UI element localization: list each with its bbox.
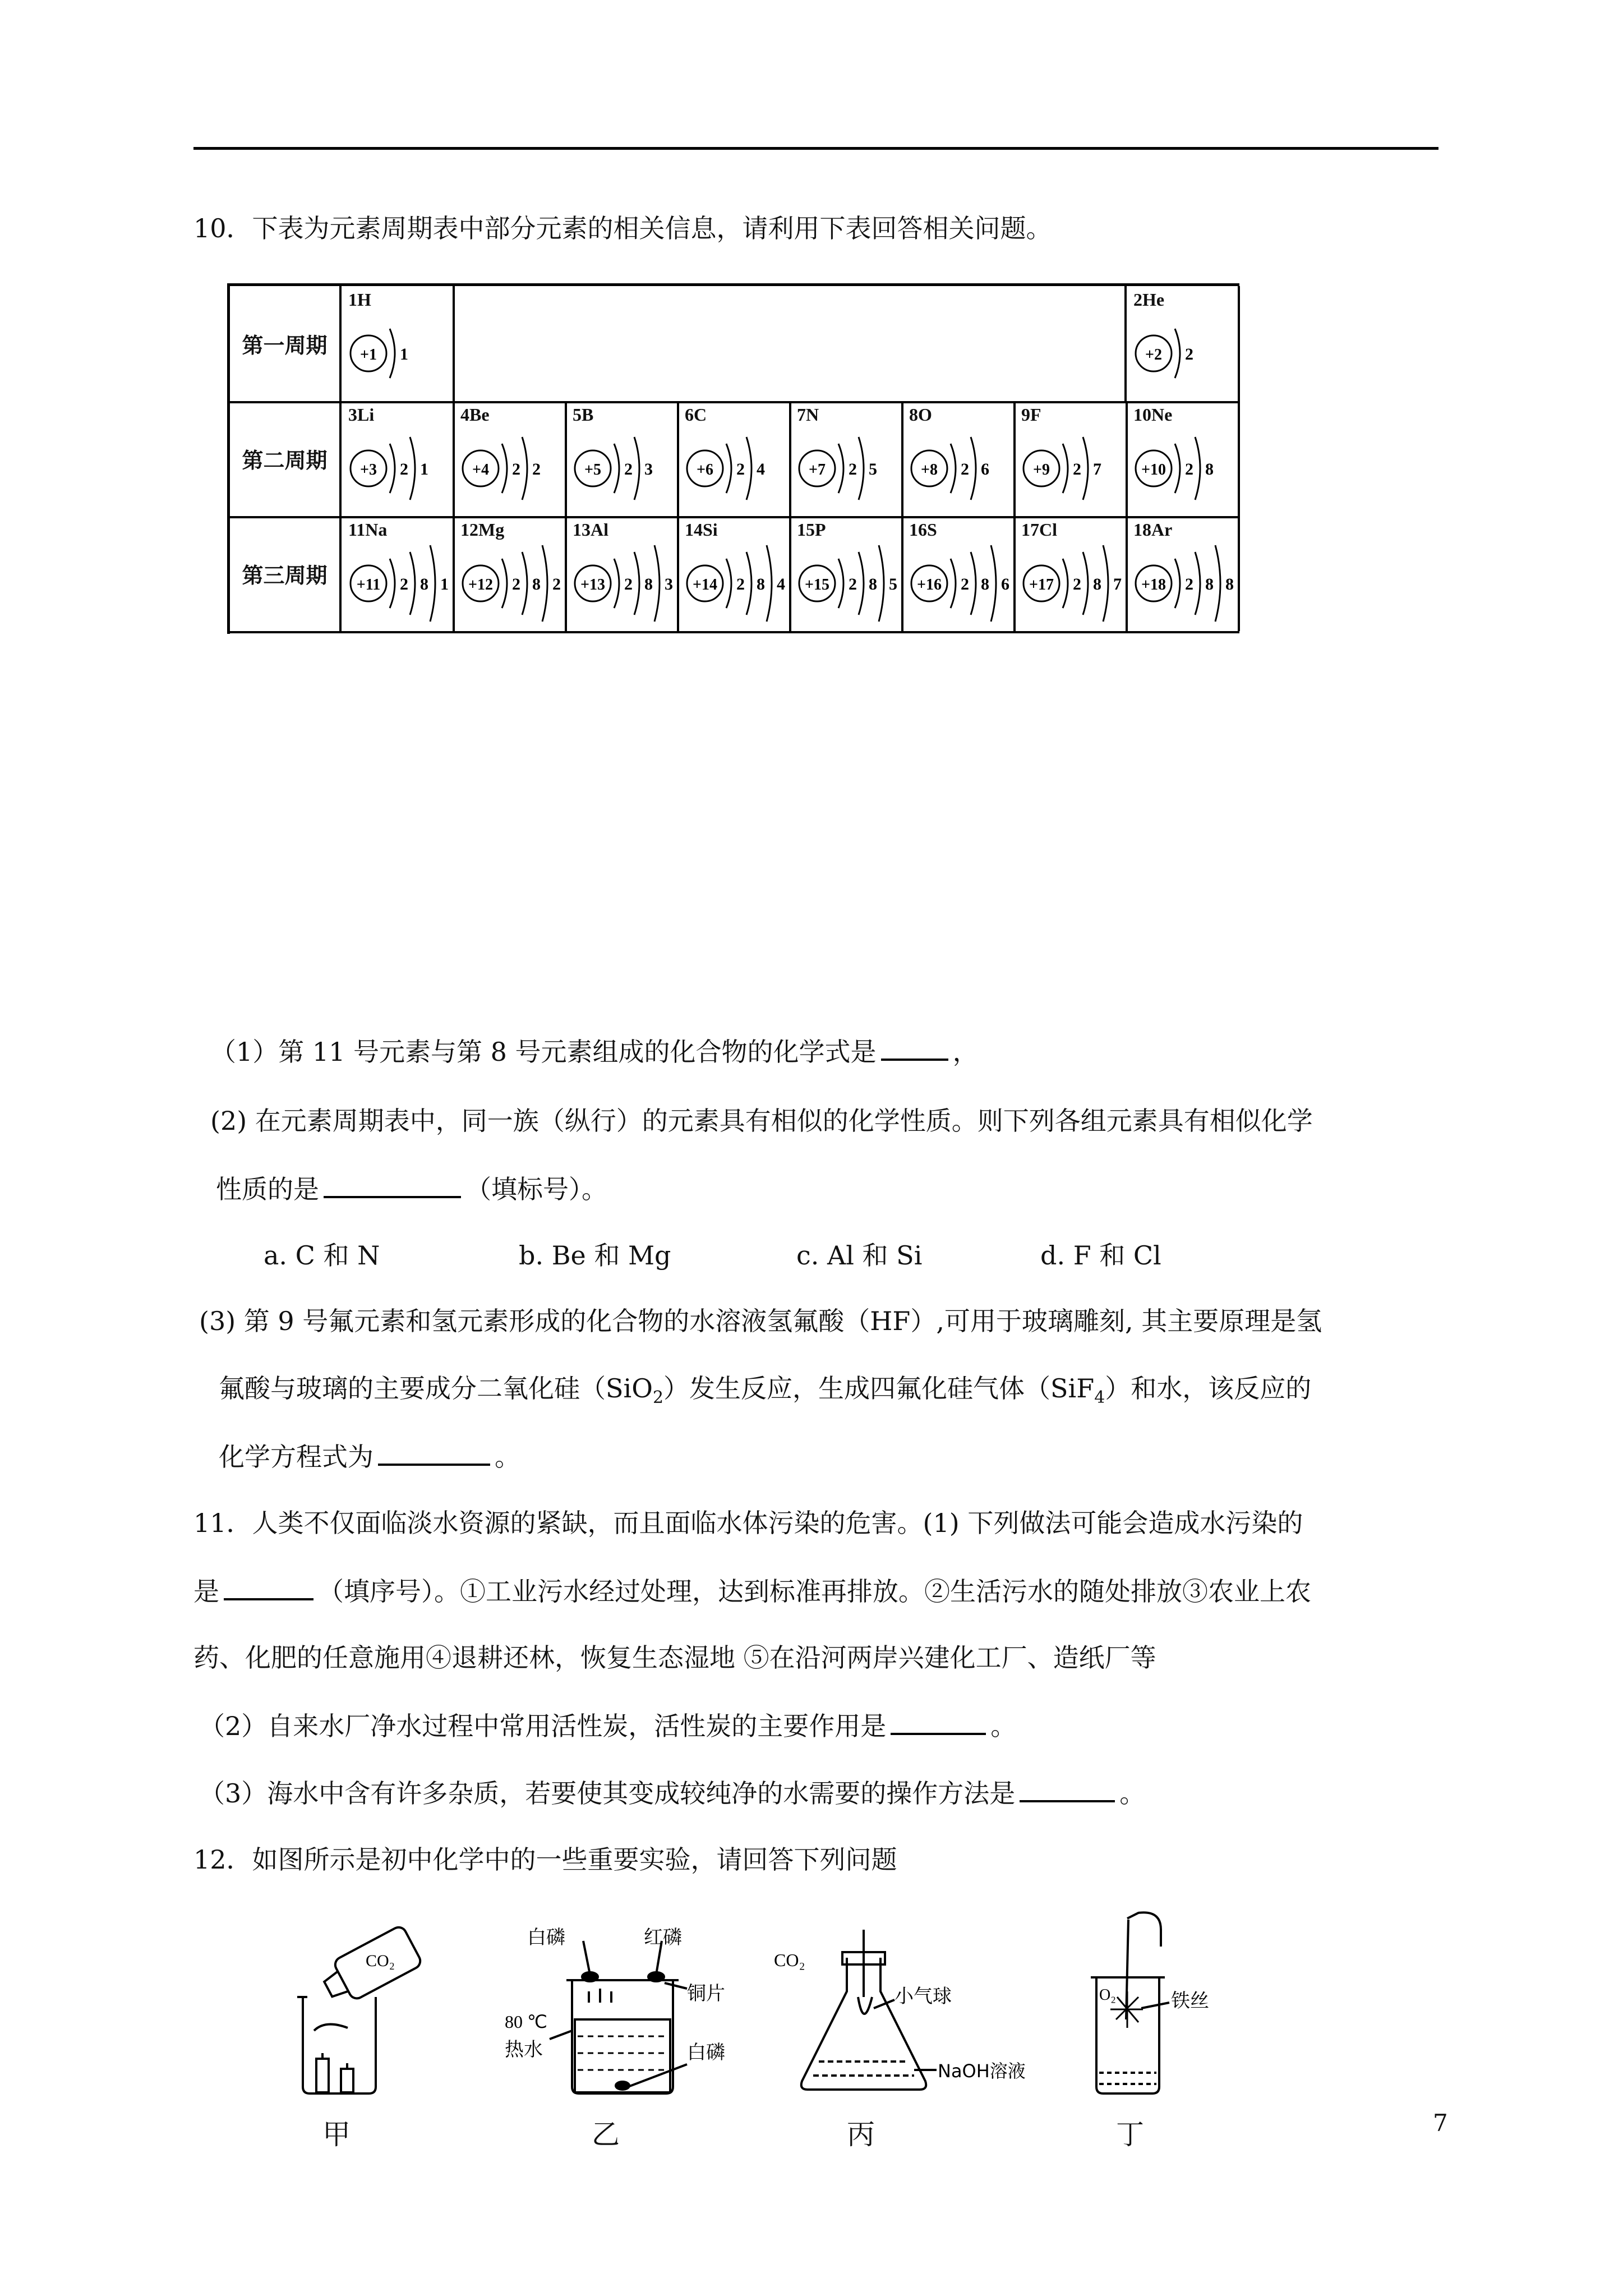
electron-shell-arc [1103, 545, 1108, 622]
q10-part1: （1）第 11 号元素与第 8 号元素组成的化合物的化学式是 ， [210, 1034, 979, 1069]
shell-electron-count: 5 [869, 460, 877, 478]
electron-shell-arc [634, 552, 639, 615]
atom-structure-diagram [1127, 401, 1238, 513]
element-symbol: 13Al [573, 519, 608, 540]
electron-shell-arc [614, 559, 619, 608]
answer-blank[interactable] [891, 1708, 986, 1735]
shell-electron-count: 2 [1185, 575, 1193, 593]
nucleus-charge: +3 [360, 461, 377, 478]
answer-blank[interactable] [1020, 1775, 1115, 1802]
answer-blank[interactable] [378, 1439, 490, 1466]
element-cell [790, 516, 903, 631]
answer-blank[interactable] [224, 1573, 313, 1600]
shell-electron-count: 3 [665, 575, 673, 593]
empty-region [454, 286, 1127, 401]
electron-shell-arc [746, 552, 751, 615]
shell-electron-count: 6 [981, 460, 989, 478]
element-cell [566, 516, 679, 631]
atom-structure-diagram [342, 516, 453, 628]
nucleus-charge: +12 [468, 576, 493, 593]
shell-electron-count: 4 [757, 460, 765, 478]
electron-shell-arc [971, 437, 976, 500]
element-symbol: 10Ne [1133, 404, 1173, 425]
periodic-table [227, 283, 1239, 634]
electron-shell-arc [390, 329, 395, 378]
page-number: 7 [1433, 2109, 1448, 2137]
electron-shell-arc [410, 437, 415, 500]
nucleus-charge: +6 [697, 461, 713, 478]
element-cell [342, 401, 455, 516]
atom-structure-diagram [790, 516, 901, 628]
figure-yi [494, 1918, 729, 2151]
electron-shell-arc [614, 444, 619, 493]
figure-label-bing: 丙 [847, 2118, 875, 2151]
atom-structure-diagram [1015, 516, 1126, 628]
atom-structure-diagram [1015, 401, 1126, 513]
shell-electron-count: 1 [440, 575, 449, 593]
flask-with-balloon-icon [774, 1918, 1054, 2104]
nucleus-charge: +4 [472, 461, 489, 478]
q12-stem: 12．如图所示是初中化学中的一些重要实验，请回答下列问题 [193, 1844, 897, 1875]
nucleus-charge: +11 [356, 576, 381, 593]
electron-shell-arc [1063, 444, 1068, 493]
nucleus-charge: +15 [805, 576, 829, 593]
electron-shell-arc [1083, 437, 1088, 500]
q10-part2-line1: (2) 在元素周期表中，同一族（纵行）的元素具有相似的化学性质。则下列各组元素具有相似化学 [210, 1106, 1313, 1136]
beaker-with-candles-icon [280, 1918, 449, 2104]
nucleus-charge: +8 [921, 461, 938, 478]
electron-shell-arc [410, 552, 415, 615]
electron-shell-arc [430, 545, 435, 622]
atom-structure-diagram [902, 516, 1013, 628]
q11-line4: （2）自来水厂净水过程中常用活性炭，活性炭的主要作用是 。 [199, 1708, 1016, 1743]
electron-shell-arc [951, 444, 956, 493]
electron-shell-arc [522, 552, 527, 615]
q10-part3-line3: 化学方程式为 。 [219, 1439, 520, 1474]
shell-electron-count: 2 [512, 575, 520, 593]
svg-text:O₂: O₂ [1099, 1986, 1116, 2004]
electron-shell-arc [634, 437, 639, 500]
period-row [230, 516, 1239, 633]
shell-electron-count: 8 [1205, 460, 1214, 478]
period-label: 第二周期 [230, 401, 342, 516]
svg-text:铜片: 铜片 [687, 1982, 725, 2005]
period-label: 第一周期 [230, 286, 342, 401]
shell-electron-count: 2 [552, 575, 561, 593]
shell-electron-count: 2 [961, 575, 969, 593]
element-cell [1127, 516, 1240, 631]
nucleus-charge: +5 [584, 461, 601, 478]
shell-electron-count: 2 [961, 460, 969, 478]
period-row [230, 401, 1239, 518]
electron-shell-arc [726, 559, 731, 608]
shell-electron-count: 2 [849, 460, 857, 478]
q11-line3: 药、化肥的任意施用④退耕还林，恢复生态湿地 ⑤在沿河两岸兴建化工厂、造纸厂等 [193, 1642, 1156, 1673]
nucleus-charge: +16 [917, 576, 942, 593]
figure-bing [774, 1918, 1054, 2151]
electron-shell-arc [390, 559, 395, 608]
q11-line5: （3）海水中含有许多杂质，若要使其变成较纯净的水需要的操作方法是 。 [199, 1775, 1145, 1810]
nucleus-charge: +17 [1029, 576, 1054, 593]
shell-electron-count: 2 [1185, 460, 1193, 478]
nucleus-charge: +18 [1141, 576, 1166, 593]
electron-shell-arc [859, 437, 864, 500]
element-symbol: 7N [797, 404, 819, 425]
element-symbol: 4Be [460, 404, 490, 425]
figure-label-ding: 丁 [1116, 2118, 1144, 2151]
answer-blank[interactable] [881, 1034, 948, 1061]
figure-label-yi: 乙 [592, 2118, 620, 2151]
option-c: c. Al 和 Si [796, 1240, 923, 1271]
svg-text:CO₂: CO₂ [366, 1952, 395, 1970]
element-symbol: 2He [1133, 289, 1165, 310]
atom-structure-diagram [566, 401, 677, 513]
element-cell [1127, 286, 1240, 401]
atom-structure-diagram [902, 401, 1013, 513]
element-symbol: 12Mg [460, 519, 505, 540]
nucleus-charge: +9 [1033, 461, 1050, 478]
shell-electron-count: 2 [736, 575, 745, 593]
atom-structure-diagram [454, 401, 565, 513]
element-cell [678, 401, 791, 516]
atom-structure-diagram [678, 516, 789, 628]
element-symbol: 14Si [685, 519, 718, 540]
electron-shell-arc [1175, 559, 1180, 608]
electron-shell-arc [767, 545, 772, 622]
option-b: b. Be 和 Mg [519, 1240, 671, 1271]
shell-electron-count: 3 [644, 460, 653, 478]
svg-text:红磷: 红磷 [644, 1926, 682, 1949]
shell-electron-count: 1 [400, 345, 408, 364]
electron-shell-arc [838, 444, 843, 493]
electron-shell-arc [1215, 545, 1220, 622]
element-cell [1015, 516, 1128, 631]
shell-electron-count: 2 [736, 460, 745, 478]
figure-jia [280, 1918, 449, 2151]
element-cell [902, 516, 1016, 631]
electron-shell-arc [1175, 329, 1180, 378]
electron-shell-arc [1195, 552, 1200, 615]
iron-wire-burning-bottle-icon [1077, 1907, 1245, 2104]
option-d: d. F 和 Cl [1040, 1240, 1161, 1271]
svg-text:铁丝: 铁丝 [1171, 1990, 1209, 2012]
electron-shell-arc [1195, 437, 1200, 500]
electron-shell-arc [654, 545, 660, 622]
svg-text:NaOH溶液: NaOH溶液 [938, 2060, 1026, 2082]
shell-electron-count: 2 [624, 460, 633, 478]
shell-electron-count: 2 [1185, 345, 1193, 364]
nucleus-charge: +2 [1145, 346, 1162, 364]
svg-text:CO₂: CO₂ [774, 1950, 805, 1970]
q10-part3-line1: (3) 第 9 号氟元素和氢元素形成的化合物的水溶液氢氟酸（HF）,可用于玻璃雕刻, 其主要原理是氢 [199, 1306, 1322, 1336]
shell-electron-count: 2 [400, 460, 408, 478]
option-a: a. C 和 N [264, 1240, 380, 1271]
electron-shell-arc [1063, 559, 1068, 608]
element-symbol: 8O [909, 404, 932, 425]
q10-part3-line2: 氟酸与玻璃的主要成分二氧化硅（SiO$_2$）发生反应，生成四氟化硅气体（SiF$_4$）和水，该反应的 [219, 1373, 1312, 1408]
electron-shell-arc [522, 437, 527, 500]
shell-electron-count: 2 [512, 460, 520, 478]
element-symbol: 5B [573, 404, 594, 425]
atom-structure-diagram [678, 401, 789, 513]
nucleus-charge: +1 [360, 346, 377, 364]
svg-text:小气球: 小气球 [895, 1985, 952, 2008]
atom-structure-diagram [566, 516, 677, 628]
element-cell [566, 401, 679, 516]
element-symbol: 1H [348, 289, 371, 310]
combustion-condition-apparatus-icon [494, 1918, 729, 2104]
q11-line1: 11．人类不仅面临淡水资源的紧缺，而且面临水体污染的危害。(1) 下列做法可能会造成水污染的 [193, 1508, 1303, 1538]
period-row [230, 286, 1239, 403]
shell-electron-count: 4 [777, 575, 785, 593]
electron-shell-arc [502, 559, 507, 608]
shell-electron-count: 2 [624, 575, 633, 593]
electron-shell-arc [746, 437, 751, 500]
electron-shell-arc [991, 545, 996, 622]
electron-shell-arc [390, 444, 395, 493]
element-symbol: 11Na [348, 519, 388, 540]
shell-electron-count: 2 [400, 575, 408, 593]
element-cell [454, 401, 567, 516]
period-label: 第三周期 [230, 516, 342, 631]
shell-electron-count: 2 [1073, 460, 1081, 478]
element-cell [790, 401, 903, 516]
shell-electron-count: 2 [532, 460, 541, 478]
electron-shell-arc [951, 559, 956, 608]
electron-shell-arc [879, 545, 884, 622]
svg-text:80 ℃: 80 ℃ [505, 2012, 547, 2032]
shell-electron-count: 1 [420, 460, 428, 478]
element-symbol: 15P [797, 519, 826, 540]
shell-electron-count: 8 [869, 575, 877, 593]
element-symbol: 17Cl [1021, 519, 1057, 540]
electron-shell-arc [1083, 552, 1088, 615]
shell-electron-count: 7 [1113, 575, 1122, 593]
electron-shell-arc [971, 552, 976, 615]
shell-electron-count: 2 [1073, 575, 1081, 593]
shell-electron-count: 5 [889, 575, 897, 593]
atom-structure-diagram [342, 286, 453, 398]
atom-structure-diagram [1127, 516, 1238, 628]
svg-text:热水: 热水 [505, 2039, 543, 2061]
electron-shell-arc [542, 545, 547, 622]
element-symbol: 16S [909, 519, 937, 540]
element-cell [342, 516, 455, 631]
nucleus-charge: +7 [809, 461, 826, 478]
nucleus-charge: +13 [580, 576, 605, 593]
shell-electron-count: 6 [1001, 575, 1009, 593]
electron-shell-arc [502, 444, 507, 493]
electron-shell-arc [859, 552, 864, 615]
shell-electron-count: 8 [644, 575, 653, 593]
nucleus-charge: +14 [693, 576, 717, 593]
electron-shell-arc [726, 444, 731, 493]
element-cell [342, 286, 455, 401]
shell-electron-count: 8 [981, 575, 989, 593]
shell-electron-count: 7 [1093, 460, 1101, 478]
figure-ding [1077, 1907, 1245, 2151]
atom-structure-diagram [342, 401, 453, 513]
shell-electron-count: 8 [1093, 575, 1101, 593]
shell-electron-count: 8 [420, 575, 428, 593]
nucleus-charge: +10 [1141, 461, 1166, 478]
element-cell [902, 401, 1016, 516]
shell-electron-count: 8 [1205, 575, 1214, 593]
element-symbol: 3Li [348, 404, 375, 425]
element-cell [454, 516, 567, 631]
svg-text:白磷: 白磷 [687, 2041, 725, 2064]
element-symbol: 6C [685, 404, 707, 425]
element-cell [678, 516, 791, 631]
element-cell [1127, 401, 1240, 516]
figure-label-jia: 甲 [322, 2118, 351, 2151]
shell-electron-count: 8 [757, 575, 765, 593]
electron-shell-arc [1175, 444, 1180, 493]
electron-shell-arc [838, 559, 843, 608]
answer-blank[interactable] [324, 1171, 461, 1198]
svg-text:白磷: 白磷 [527, 1926, 565, 1949]
shell-electron-count: 8 [532, 575, 541, 593]
element-symbol: 18Ar [1133, 519, 1173, 540]
q11-line2: 是 （填序号）。①工业污水经过处理，达到标准再排放。②生活污水的随处排放③农业上农 [193, 1573, 1311, 1608]
shell-electron-count: 2 [849, 575, 857, 593]
atom-structure-diagram [790, 401, 901, 513]
header-rule [193, 147, 1438, 150]
element-cell [1015, 401, 1128, 516]
element-symbol: 9F [1021, 404, 1041, 425]
shell-electron-count: 8 [1225, 575, 1234, 593]
q10-stem: 10．下表为元素周期表中部分元素的相关信息，请利用下表回答相关问题。 [193, 213, 1052, 243]
atom-structure-diagram [454, 516, 565, 628]
atom-structure-diagram [1127, 286, 1238, 398]
q10-part2-line2: 性质的是 （填标号）。 [216, 1171, 607, 1206]
